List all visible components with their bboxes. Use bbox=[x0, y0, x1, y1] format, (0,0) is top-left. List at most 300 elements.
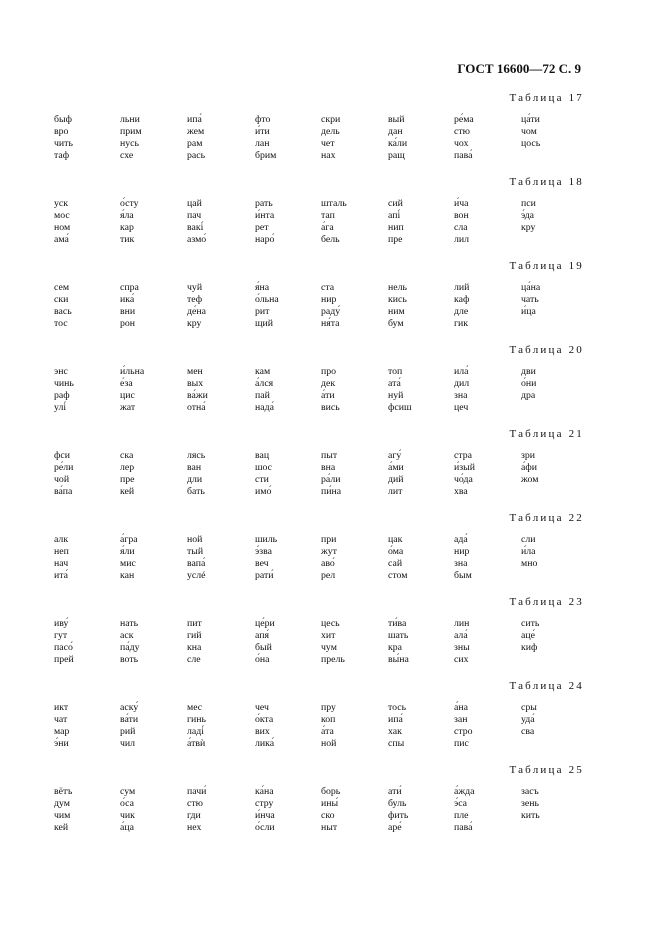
table-cell: ины́ bbox=[321, 798, 339, 809]
table-cell: чет bbox=[321, 138, 335, 149]
table-cell: чить bbox=[54, 138, 73, 149]
table-cell: мен bbox=[187, 366, 203, 377]
word-table bbox=[54, 428, 584, 512]
word-table bbox=[54, 344, 584, 428]
table-cell: нусь bbox=[120, 138, 139, 149]
table-column bbox=[388, 366, 452, 414]
table-cell: дек bbox=[321, 378, 336, 389]
table-cell: лясь bbox=[187, 450, 206, 461]
table-cell: цось bbox=[521, 138, 541, 149]
table-cell: прим bbox=[120, 126, 142, 137]
table-cell: чил bbox=[120, 738, 136, 749]
table-cell: и́ти bbox=[255, 126, 270, 137]
table-cell: ре́ма bbox=[454, 114, 474, 125]
table-cell: аск bbox=[120, 630, 134, 641]
table-cell: при bbox=[321, 534, 337, 545]
table-cell: а́ми bbox=[388, 462, 404, 473]
table-column bbox=[255, 534, 319, 582]
table-cell: ама́ bbox=[54, 234, 69, 245]
table-column bbox=[521, 618, 585, 666]
table-cell: цис bbox=[120, 390, 135, 401]
table-column bbox=[120, 786, 184, 834]
table-cell: чать bbox=[521, 294, 539, 305]
table-column bbox=[54, 786, 118, 834]
table-cell: дра bbox=[521, 390, 536, 401]
table-cell: стро bbox=[454, 726, 473, 737]
table-cell: ня́та bbox=[321, 318, 340, 329]
table-cell: гий bbox=[187, 630, 202, 641]
table-cell: прей bbox=[54, 654, 74, 665]
table-cell: пыт bbox=[321, 450, 338, 461]
table-cell: рит bbox=[255, 306, 270, 317]
table-cell: ска bbox=[120, 450, 134, 461]
table-cell: прель bbox=[321, 654, 345, 665]
table-cell: цесь bbox=[321, 618, 340, 629]
table-column bbox=[321, 198, 385, 246]
table-cell: зри bbox=[521, 450, 536, 461]
table-cell bbox=[521, 654, 585, 666]
table-cell: раду́ bbox=[321, 306, 341, 317]
table-cell: пис bbox=[454, 738, 469, 749]
table-cell: ста bbox=[321, 282, 335, 293]
table-column bbox=[454, 618, 518, 666]
table-cell: шталь bbox=[321, 198, 347, 209]
table-cell: а́га bbox=[321, 222, 334, 233]
table-cell: дил bbox=[454, 378, 470, 389]
table-cell: дви bbox=[521, 366, 536, 377]
table-cell: а́та bbox=[321, 726, 334, 737]
table-cell: бум bbox=[388, 318, 404, 329]
table-cell: сум bbox=[120, 786, 136, 797]
table-column bbox=[187, 786, 251, 834]
table-column bbox=[321, 786, 385, 834]
table-cell: иву́ bbox=[54, 618, 69, 629]
table-title: Таблица 19 bbox=[509, 260, 584, 272]
table-cell: кру bbox=[521, 222, 536, 233]
table-cell: кра bbox=[388, 642, 403, 653]
table-cell: кру bbox=[187, 318, 202, 329]
table-column bbox=[454, 450, 518, 498]
table-cell: э́ни bbox=[54, 738, 69, 749]
table-cell: ка́на bbox=[255, 786, 274, 797]
table-cell: и́ла bbox=[521, 546, 536, 557]
table-cell: лин bbox=[454, 618, 470, 629]
table-cell: сти bbox=[255, 474, 269, 485]
table-cell: и́нта bbox=[255, 210, 275, 221]
table-cell: а́гра bbox=[120, 534, 138, 545]
table-cell: гут bbox=[54, 630, 68, 641]
table-cell: о́льна bbox=[255, 294, 279, 305]
table-column bbox=[255, 702, 319, 750]
table-cell: чом bbox=[521, 126, 537, 137]
table-column bbox=[454, 534, 518, 582]
table-cell bbox=[521, 234, 585, 246]
table-title: Таблица 24 bbox=[509, 680, 584, 692]
table-cell: чинь bbox=[54, 378, 74, 389]
table-column bbox=[388, 702, 452, 750]
table-cell: нать bbox=[120, 618, 139, 629]
table-cell: схе bbox=[120, 150, 134, 161]
table-cell: зна bbox=[454, 558, 468, 569]
table-cell: и́льна bbox=[120, 366, 145, 377]
table-cell: льни bbox=[120, 114, 140, 125]
table-cell: аце́ bbox=[521, 630, 535, 641]
table-cell: чуй bbox=[187, 282, 203, 293]
table-cell: мно bbox=[521, 558, 538, 569]
table-column bbox=[388, 618, 452, 666]
table-cell: аво́ bbox=[321, 558, 335, 569]
word-table bbox=[54, 596, 584, 680]
table-cell: а́твѝ bbox=[187, 738, 206, 749]
table-cell: улі́ bbox=[54, 402, 67, 413]
table-cell: фить bbox=[388, 810, 409, 821]
table-cell: пай bbox=[255, 390, 270, 401]
table-cell: чик bbox=[120, 810, 135, 821]
table-column bbox=[187, 618, 251, 666]
table-cell: я́ла bbox=[120, 210, 134, 221]
table-column bbox=[120, 450, 184, 498]
table-cell: бым bbox=[454, 570, 472, 581]
table-cell: вон bbox=[454, 210, 469, 221]
table-cell: пре bbox=[120, 474, 135, 485]
table-cell: стю bbox=[454, 126, 470, 137]
table-cell: а́ти bbox=[321, 390, 335, 401]
table-cell: нир bbox=[454, 546, 470, 557]
table-cell: сий bbox=[388, 198, 403, 209]
table-cell: аре́ bbox=[388, 822, 402, 833]
table-cell: о́кта bbox=[255, 714, 274, 725]
table-cell: пасо́ bbox=[54, 642, 73, 653]
table-cell: ва́ти bbox=[120, 714, 139, 725]
table-cell: цеч bbox=[454, 402, 469, 413]
table-cell: вись bbox=[321, 402, 340, 413]
table-cell: про bbox=[321, 366, 337, 377]
word-table bbox=[54, 176, 584, 260]
table-cell: щий bbox=[255, 318, 274, 329]
table-column bbox=[454, 198, 518, 246]
table-cell bbox=[521, 822, 585, 834]
table-cell: зна bbox=[454, 390, 468, 401]
table-cell: сем bbox=[54, 282, 70, 293]
table-cell: лика́ bbox=[255, 738, 275, 749]
table-column bbox=[120, 282, 184, 330]
table-cell: нач bbox=[54, 558, 69, 569]
table-cell: бый bbox=[255, 642, 272, 653]
table-cell: э́са bbox=[454, 798, 468, 809]
table-column bbox=[187, 282, 251, 330]
table-cell: уск bbox=[54, 198, 69, 209]
table-cell: дель bbox=[321, 126, 340, 137]
table-cell: кан bbox=[120, 570, 135, 581]
table-cell: хак bbox=[388, 726, 402, 737]
table-title: Таблица 23 bbox=[509, 596, 584, 608]
table-cell: ва́жи bbox=[187, 390, 208, 401]
table-cell: пси bbox=[521, 198, 536, 209]
table-cell: азмо́ bbox=[187, 234, 207, 245]
table-cell: кар bbox=[120, 222, 134, 233]
table-cell: алк bbox=[54, 534, 69, 545]
table-title: Таблица 21 bbox=[509, 428, 584, 440]
table-cell bbox=[521, 486, 585, 498]
table-cell: нир bbox=[321, 294, 337, 305]
table-cell: веч bbox=[255, 558, 269, 569]
table-cell: ила́ bbox=[454, 366, 469, 377]
table-cell: гик bbox=[454, 318, 469, 329]
table-cell: дум bbox=[54, 798, 70, 809]
table-cell: неп bbox=[54, 546, 69, 557]
table-cell: а́на bbox=[454, 702, 468, 713]
table-cell: рет bbox=[255, 222, 269, 233]
table-cell: вый bbox=[388, 114, 405, 125]
table-cell: а́жда bbox=[454, 786, 475, 797]
table-cell: цай bbox=[187, 198, 202, 209]
table-cell: нуй bbox=[388, 390, 404, 401]
table-cell: ныт bbox=[321, 822, 338, 833]
table-cell: чо́да bbox=[454, 474, 473, 485]
table-cell: вётъ bbox=[54, 786, 73, 797]
table-column bbox=[120, 114, 184, 162]
table-column bbox=[255, 114, 319, 162]
table-cell: лий bbox=[454, 282, 470, 293]
table-cell: па́ду bbox=[120, 642, 140, 653]
table-column bbox=[521, 366, 585, 414]
table-column bbox=[521, 282, 585, 330]
table-cell: мар bbox=[54, 726, 70, 737]
table-cell: апі́ bbox=[388, 210, 401, 221]
table-cell: кей bbox=[120, 486, 135, 497]
word-table bbox=[54, 764, 584, 848]
table-cell: тось bbox=[388, 702, 407, 713]
table-cell: засъ bbox=[521, 786, 539, 797]
table-cell: и́нча bbox=[255, 810, 275, 821]
table-column bbox=[454, 282, 518, 330]
table-cell: шать bbox=[388, 630, 409, 641]
table-cell: пи́на bbox=[321, 486, 342, 497]
table-cell: а́лся bbox=[255, 378, 274, 389]
table-cell: рась bbox=[187, 150, 206, 161]
table-cell: фси bbox=[54, 450, 70, 461]
table-cell: сли bbox=[521, 534, 536, 545]
table-cell: ско bbox=[321, 810, 335, 821]
table-cell: гинь bbox=[187, 714, 206, 725]
table-column bbox=[255, 198, 319, 246]
table-column bbox=[388, 450, 452, 498]
table-column bbox=[120, 366, 184, 414]
table-cell: ной bbox=[321, 738, 337, 749]
table-cell: стом bbox=[388, 570, 408, 581]
table-column bbox=[321, 702, 385, 750]
table-cell: шиль bbox=[255, 534, 278, 545]
table-column bbox=[388, 198, 452, 246]
table-title: Таблица 22 bbox=[509, 512, 584, 524]
table-cell: вац bbox=[255, 450, 270, 461]
table-column bbox=[187, 366, 251, 414]
table-title: Таблица 25 bbox=[509, 764, 584, 776]
table-column bbox=[54, 366, 118, 414]
table-cell: и́зый bbox=[454, 462, 475, 473]
word-table bbox=[54, 512, 584, 596]
table-cell: а́ца bbox=[120, 822, 134, 833]
table-cell: быф bbox=[54, 114, 72, 125]
table-cell: киф bbox=[521, 642, 538, 653]
table-cell: тый bbox=[187, 546, 204, 557]
table-cell: хит bbox=[321, 630, 336, 641]
table-title: Таблица 17 bbox=[509, 92, 584, 104]
table-cell: спы bbox=[388, 738, 405, 749]
table-cell: отна́ bbox=[187, 402, 206, 413]
table-column bbox=[187, 450, 251, 498]
table-cell: тос bbox=[54, 318, 68, 329]
table-column bbox=[454, 786, 518, 834]
table-cell: ращ bbox=[388, 150, 405, 161]
table-cell: жом bbox=[521, 474, 539, 485]
table-cell: бель bbox=[321, 234, 340, 245]
table-cell: дле bbox=[454, 306, 469, 317]
table-column bbox=[187, 114, 251, 162]
table-cell: кей bbox=[54, 822, 69, 833]
table-cell: чох bbox=[454, 138, 469, 149]
table-cell: рати́ bbox=[255, 570, 274, 581]
table-column bbox=[521, 534, 585, 582]
table-cell: чат bbox=[54, 714, 68, 725]
table-cell: ца́ти bbox=[521, 114, 540, 125]
table-cell: жат bbox=[120, 402, 136, 413]
table-column bbox=[521, 114, 585, 162]
table-cell: апя́ bbox=[255, 630, 269, 641]
table-cell: нип bbox=[388, 222, 404, 233]
table-cell: дий bbox=[388, 474, 404, 485]
table-column bbox=[321, 282, 385, 330]
table-cell: ца́на bbox=[521, 282, 541, 293]
table-cell bbox=[521, 738, 585, 750]
table-cell: пач bbox=[187, 210, 202, 221]
page-header: ГОСТ 16600—72 С. 9 bbox=[457, 61, 581, 76]
table-cell: сле bbox=[187, 654, 201, 665]
table-column bbox=[388, 282, 452, 330]
table-cell: нех bbox=[187, 822, 202, 833]
table-cell: стю bbox=[187, 798, 203, 809]
table-cell: имо́ bbox=[255, 486, 272, 497]
table-cell: мис bbox=[120, 558, 136, 569]
table-column bbox=[321, 450, 385, 498]
table-cell: ван bbox=[187, 462, 202, 473]
word-table bbox=[54, 260, 584, 344]
table-column bbox=[255, 618, 319, 666]
word-table bbox=[54, 680, 584, 764]
table-column bbox=[54, 534, 118, 582]
table-cell: ата́ bbox=[388, 378, 401, 389]
table-cell: сай bbox=[388, 558, 403, 569]
table-cell: ной bbox=[187, 534, 203, 545]
table-cell: ном bbox=[54, 222, 71, 233]
table-column bbox=[187, 534, 251, 582]
table-column bbox=[388, 114, 452, 162]
table-cell: уда́ bbox=[521, 714, 535, 725]
table-cell: а́фи bbox=[521, 462, 537, 473]
table-cell: и́ча bbox=[454, 198, 469, 209]
table-cell: энс bbox=[54, 366, 68, 377]
table-cell: лит bbox=[388, 486, 403, 497]
table-cell: дли bbox=[187, 474, 203, 485]
table-cell: пре bbox=[388, 234, 403, 245]
table-cell: брим bbox=[255, 150, 277, 161]
table-cell: вни bbox=[120, 306, 136, 317]
table-column bbox=[120, 702, 184, 750]
table-cell: шос bbox=[255, 462, 273, 473]
table-column bbox=[388, 786, 452, 834]
table-cell: де́на bbox=[187, 306, 206, 317]
table-cell: рел bbox=[321, 570, 336, 581]
table-cell: таф bbox=[54, 150, 70, 161]
table-cell: вакі́ bbox=[187, 222, 204, 233]
table-cell: вы́на bbox=[388, 654, 409, 665]
table-cell: скри bbox=[321, 114, 341, 125]
table-cell: дан bbox=[388, 126, 403, 137]
table-cell: и́ца bbox=[521, 306, 536, 317]
table-cell: ала́ bbox=[454, 630, 468, 641]
table-cell: тик bbox=[120, 234, 135, 245]
table-cell: о́ни bbox=[521, 378, 537, 389]
table-cell: нах bbox=[321, 150, 336, 161]
table-cell: тап bbox=[321, 210, 335, 221]
table-cell: спра bbox=[120, 282, 139, 293]
table-cell: мос bbox=[54, 210, 70, 221]
table-cell: сры bbox=[521, 702, 537, 713]
table-cell: ва́па bbox=[54, 486, 73, 497]
table-cell: кна bbox=[187, 642, 202, 653]
table-cell: фто bbox=[255, 114, 271, 125]
table-cell: пава́ bbox=[454, 150, 473, 161]
table-column bbox=[255, 786, 319, 834]
table-cell: сла bbox=[454, 222, 468, 233]
table-title: Таблица 20 bbox=[509, 344, 584, 356]
table-cell: рам bbox=[187, 138, 203, 149]
table-cell: цак bbox=[388, 534, 403, 545]
table-cell: о́на bbox=[255, 654, 270, 665]
table-cell: нада́ bbox=[255, 402, 274, 413]
table-cell: е́за bbox=[120, 378, 133, 389]
table-cell: жем bbox=[187, 126, 205, 137]
table-cell: гди bbox=[187, 810, 201, 821]
table-cell: ти́ва bbox=[388, 618, 407, 629]
table-cell: стра bbox=[454, 450, 472, 461]
table-cell: борь bbox=[321, 786, 341, 797]
table-cell bbox=[521, 318, 585, 330]
table-cell: ладі́ bbox=[187, 726, 204, 737]
table-cell: о́сли bbox=[255, 822, 275, 833]
table-cell: каф bbox=[454, 294, 470, 305]
table-cell: ика́ bbox=[120, 294, 135, 305]
table-column bbox=[120, 618, 184, 666]
table-column bbox=[454, 114, 518, 162]
table-column bbox=[255, 282, 319, 330]
table-cell: кись bbox=[388, 294, 407, 305]
table-cell: воть bbox=[120, 654, 139, 665]
table-cell: кам bbox=[255, 366, 271, 377]
table-cell: пава́ bbox=[454, 822, 473, 833]
table-column bbox=[187, 198, 251, 246]
table-cell: ита́ bbox=[54, 570, 68, 581]
table-cell: кить bbox=[521, 810, 540, 821]
table-cell: чеч bbox=[255, 702, 269, 713]
table-cell: ре́ли bbox=[54, 462, 74, 473]
table-cell: лер bbox=[120, 462, 135, 473]
table-cell: хва bbox=[454, 486, 468, 497]
table-cell: я́ли bbox=[120, 546, 135, 557]
table-cell: о́са bbox=[120, 798, 134, 809]
table-cell: ипа́ bbox=[388, 714, 403, 725]
table-cell: коп bbox=[321, 714, 336, 725]
